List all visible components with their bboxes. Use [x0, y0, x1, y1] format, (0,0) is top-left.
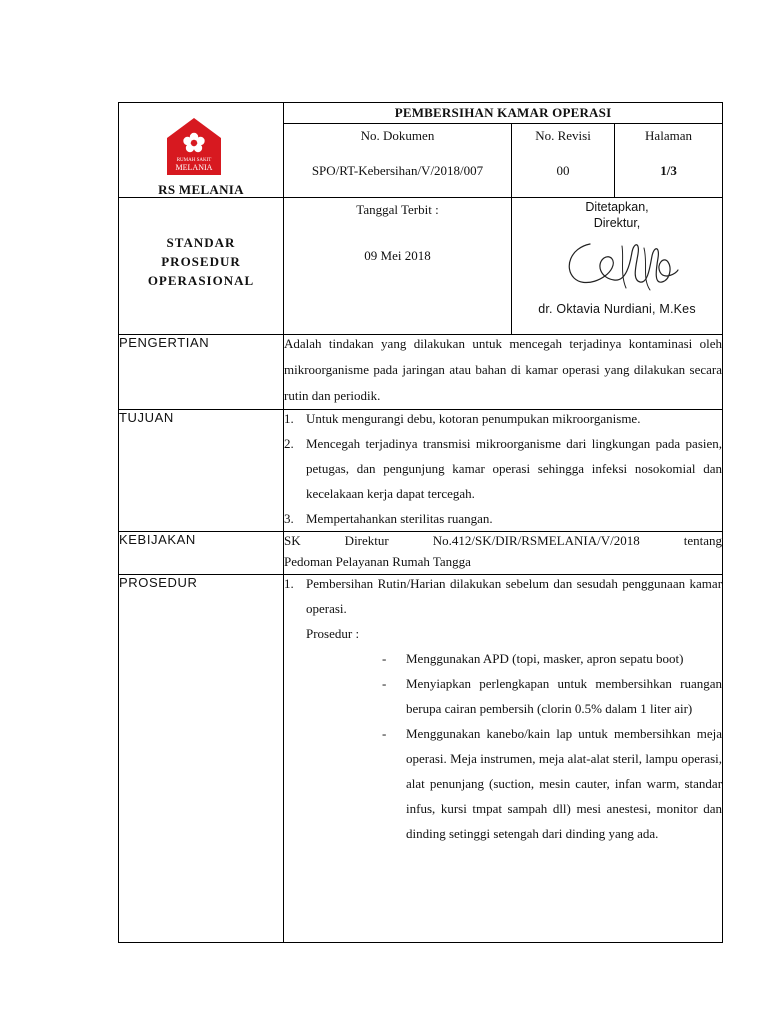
prosedur-content	[284, 575, 723, 943]
spo-title-line3: OPERASIONAL	[147, 273, 255, 288]
prosedur-list	[284, 571, 722, 646]
prosedur-sub-label: Prosedur :	[306, 626, 360, 641]
approval-cell	[512, 198, 723, 335]
prosedur-step	[379, 671, 722, 721]
prosedur-step	[379, 721, 722, 846]
hospital-name: RS MELANIA	[158, 182, 244, 197]
tujuan-item-text: Mencegah terjadinya transmisi mikroorganisme dari lingkungan pada pasien, petugas, dan pengunjung kamar operasi sehingga infeksi nosokomial dan kecelakaan kerja dapat tercegah.	[306, 436, 723, 501]
tanggal-terbit-value: 09 Mei 2018	[364, 248, 431, 263]
kebijakan-content	[284, 532, 723, 575]
logo-text-bottom: MELANIA	[175, 163, 213, 172]
tujuan-item-text: Untuk mengurangi debu, kotoran penumpukan mikroorganisme.	[306, 411, 641, 426]
tanggal-terbit-cell	[284, 198, 512, 335]
signatory-name: dr. Oktavia Nurdiani, M.Kes	[538, 302, 696, 316]
halaman-label: Halaman	[645, 128, 692, 144]
prosedur-steps	[379, 646, 722, 846]
step-dash: -	[382, 676, 387, 691]
spo-title	[119, 198, 283, 290]
pengertian-content	[284, 335, 723, 410]
tujuan-item-number: 3.	[284, 511, 294, 526]
tujuan-item-text: Mempertahankan sterilitas ruangan.	[306, 511, 493, 526]
step-text: Menyiapkan perlengkapan untuk membersihkan ruangan berupa cairan pembersih (clorin 0.5% dalam 1 liter air)	[406, 676, 723, 716]
pengertian-label: PENGERTIAN	[119, 335, 284, 410]
tujuan-item	[284, 406, 722, 431]
tujuan-item	[284, 506, 722, 531]
prosedur-item	[284, 571, 722, 646]
kebijakan-line2: Pedoman Pelayanan Rumah Tangga	[284, 554, 471, 569]
no-revisi-label: No. Revisi	[535, 128, 591, 144]
tujuan-list	[284, 406, 722, 531]
kebijakan-line1: SK Direktur No.412/SK/DIR/RSMELANIA/V/2018 tentang	[284, 533, 723, 548]
step-text: Menggunakan APD (topi, masker, apron sepatu boot)	[406, 651, 684, 666]
pengertian-text: Adalah tindakan yang dilakukan untuk mencegah terjadinya kontaminasi oleh mikroorganisme pada jaringan atau bahan di kamar operasi yang dilakukan secara rutin dan periodik.	[284, 336, 723, 403]
tujuan-item	[284, 431, 722, 506]
prosedur-step	[379, 646, 722, 671]
hospital-logo	[162, 114, 226, 176]
spo-title-cell	[119, 198, 284, 335]
prosedur-item-number: 1.	[284, 576, 294, 591]
no-revisi-cell	[512, 124, 615, 198]
director-signature	[560, 234, 680, 294]
halaman-value: 1/3	[660, 163, 677, 179]
tujuan-label: TUJUAN	[119, 410, 284, 532]
logo-text-top: RUMAH SAKIT	[176, 158, 212, 163]
step-dash: -	[382, 651, 387, 666]
no-dokumen-value: SPO/RT-Kebersihan/V/2018/007	[311, 163, 484, 179]
spo-title-line2: PROSEDUR	[161, 254, 241, 269]
tanggal-terbit-label: Tanggal Terbit :	[356, 202, 439, 217]
tujuan-item-number: 2.	[284, 436, 294, 451]
ditetapkan-label: Ditetapkan,	[585, 200, 649, 214]
kebijakan-label: KEBIJAKAN	[119, 532, 284, 575]
spo-document-table	[118, 102, 723, 943]
no-dokumen-label: No. Dokumen	[360, 128, 435, 144]
prosedur-item-text: Pembersihan Rutin/Harian dilakukan sebelum dan sesudah penggunaan kamar operasi.	[306, 576, 723, 616]
document-title: PEMBERSIHAN KAMAR OPERASI	[284, 103, 723, 124]
spo-title-line1: STANDAR	[166, 235, 236, 250]
step-dash: -	[382, 726, 387, 741]
hospital-logo-cell	[119, 103, 284, 198]
no-dokumen-cell	[284, 124, 512, 198]
tujuan-item-number: 1.	[284, 411, 294, 426]
halaman-cell	[615, 124, 723, 198]
tujuan-content	[284, 410, 723, 532]
direktur-label: Direktur,	[593, 216, 641, 230]
prosedur-label: PROSEDUR	[119, 575, 284, 943]
no-revisi-value: 00	[556, 163, 570, 179]
step-text: Menggunakan kanebo/kain lap untuk membersihkan meja operasi. Meja instrumen, meja alat-alat steril, lampu operasi, alat penunjang (suction, mesin cauter, infan warm, standar infus, kursi tmpat sampah dll) mesi anestesi, monitor dan dinding setinggi setengah dari dinding yang ada.	[406, 726, 723, 841]
